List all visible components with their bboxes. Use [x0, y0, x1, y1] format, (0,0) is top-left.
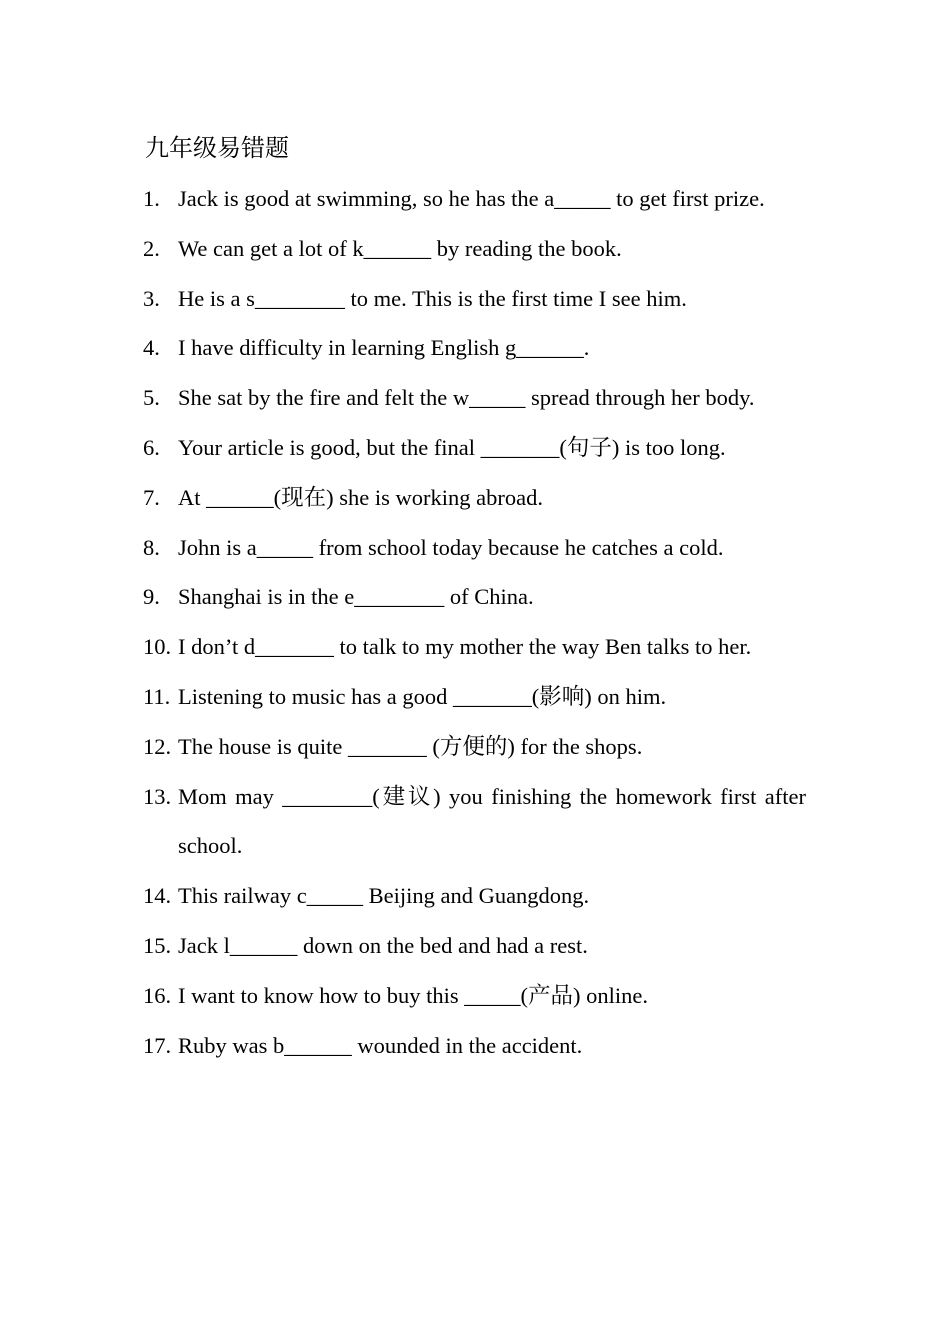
question-item — [143, 572, 806, 622]
question-number: 6. — [143, 434, 160, 460]
question-item — [143, 622, 806, 672]
question-item — [143, 871, 806, 921]
question-text: Jack l______ down on the bed and had a rest. — [178, 932, 588, 958]
question-text: She sat by the fire and felt the w_____ spread through her body. — [178, 385, 755, 411]
document-title: 九年级易错题 — [145, 136, 289, 162]
question-item — [143, 323, 806, 373]
question-item — [143, 473, 806, 523]
question-item — [143, 672, 806, 722]
question-number: 13. — [143, 783, 172, 809]
question-number: 12. — [143, 733, 172, 759]
question-text: Shanghai is in the e________ of China. — [178, 584, 534, 610]
question-text: I want to know how to buy this _____(产品) online. — [178, 982, 648, 1008]
question-item — [143, 971, 806, 1021]
question-item — [143, 722, 806, 772]
question-text: Mom may ________(建议) you finishing the homework first after school. — [178, 783, 806, 859]
question-text: This railway c_____ Beijing and Guangdong. — [178, 883, 590, 909]
question-text: I don’t d_______ to talk to my mother the way Ben talks to her. — [178, 634, 752, 660]
question-item — [143, 1021, 806, 1071]
question-item — [143, 523, 806, 573]
question-number: 9. — [143, 584, 160, 610]
question-item — [143, 921, 806, 971]
question-number: 10. — [143, 634, 172, 660]
question-text: Your article is good, but the final _______(句子) is too long. — [178, 434, 726, 460]
question-text: Listening to music has a good _______(影响) on him. — [178, 683, 667, 709]
question-text: The house is quite _______ (方便的) for the shops. — [178, 733, 643, 759]
question-item — [143, 174, 806, 224]
question-list — [143, 174, 806, 1070]
question-number: 16. — [143, 982, 172, 1008]
question-item — [143, 423, 806, 473]
question-text: Jack is good at swimming, so he has the a_____ to get first prize. — [178, 186, 765, 211]
question-number: 7. — [143, 484, 160, 510]
question-text: John is a_____ from school today because he catches a cold. — [178, 534, 724, 560]
question-number: 2. — [143, 235, 160, 261]
question-number: 4. — [143, 335, 160, 361]
question-number: 8. — [143, 534, 160, 560]
question-text: I have difficulty in learning English g______. — [178, 335, 590, 361]
question-number: 17. — [143, 1032, 172, 1058]
question-text: At ______(现在) she is working abroad. — [178, 484, 543, 510]
question-text: He is a s________ to me. This is the first time I see him. — [178, 285, 687, 311]
question-number: 14. — [143, 883, 172, 909]
question-item — [143, 274, 806, 324]
question-item — [143, 373, 806, 423]
question-number: 5. — [143, 385, 160, 411]
question-number: 3. — [143, 285, 160, 311]
question-number: 11. — [143, 683, 171, 709]
question-text: Ruby was b______ wounded in the accident. — [178, 1032, 583, 1058]
question-number: 1. — [143, 186, 160, 211]
question-item — [143, 224, 806, 274]
question-text: We can get a lot of k______ by reading the book. — [178, 235, 622, 261]
question-number: 15. — [143, 932, 172, 958]
question-item — [143, 772, 806, 872]
